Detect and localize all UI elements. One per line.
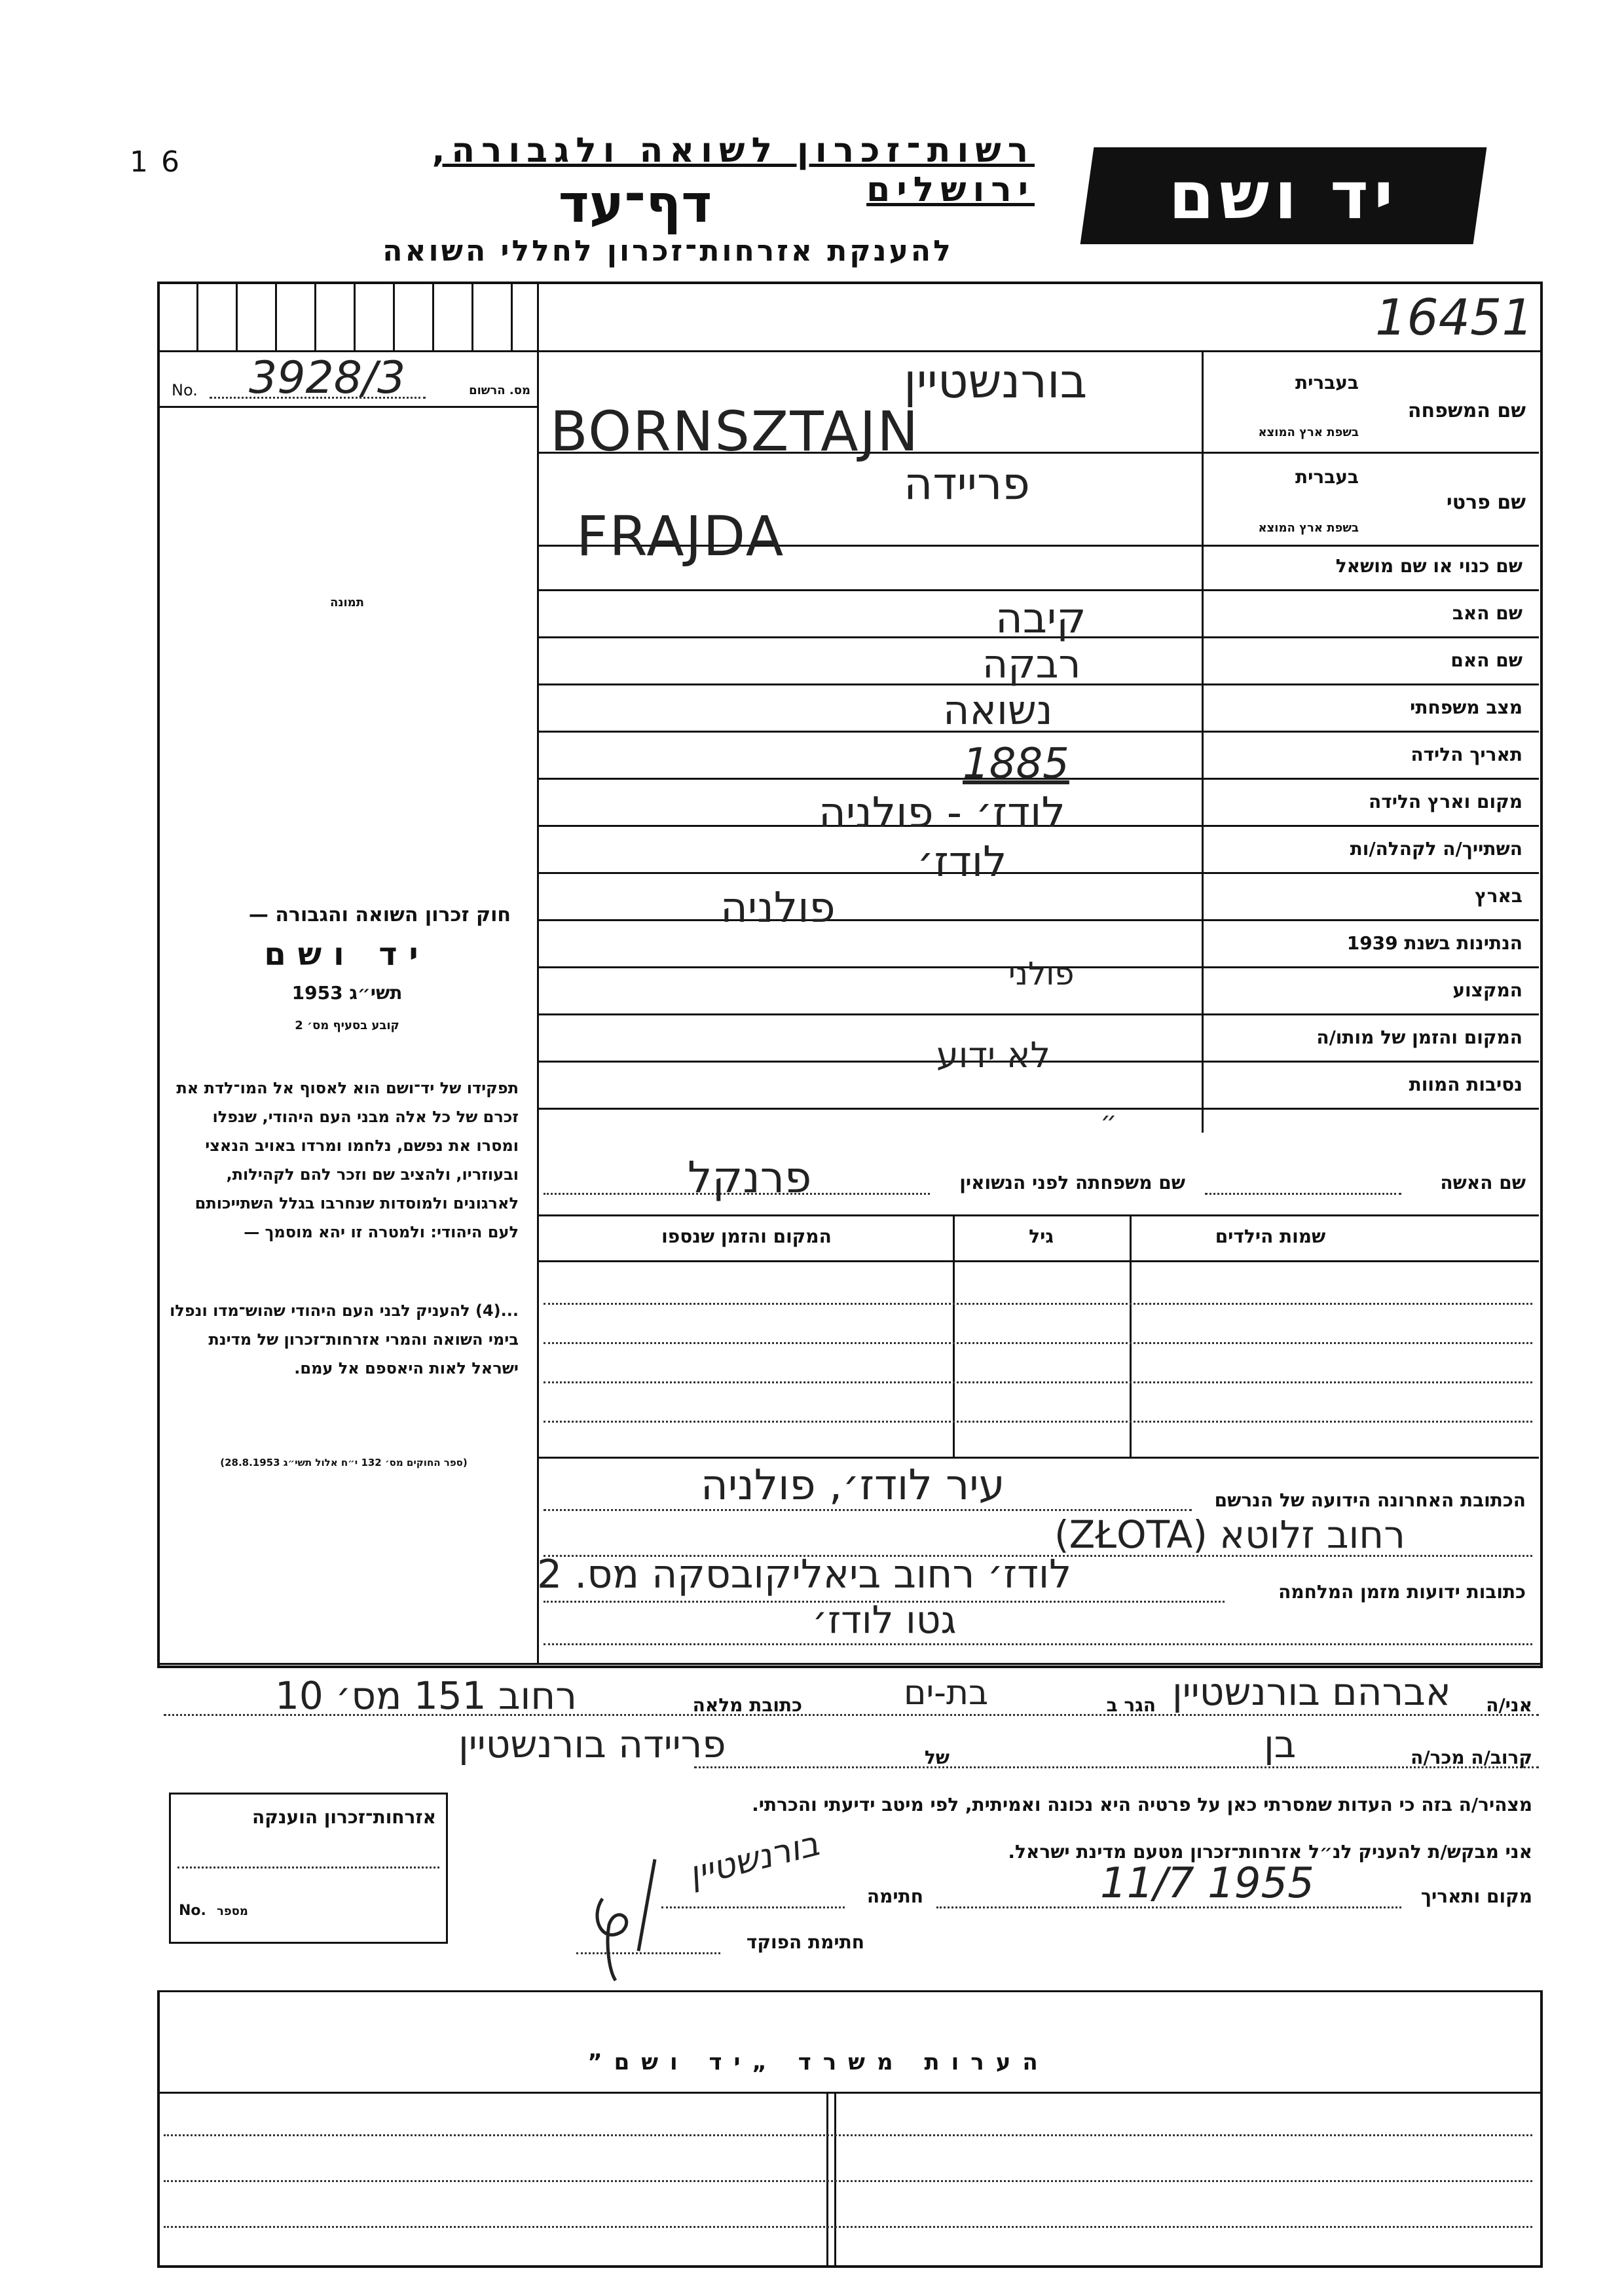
of-label: של <box>924 1747 950 1768</box>
mother-value: רבקה <box>982 642 1081 687</box>
law-citation: (ספר החוקים מס׳ 132 י״ח אלול תשי״ג 28.8.1953) <box>220 1457 468 1468</box>
birth-date-value: 1885 <box>963 740 1069 788</box>
photo-label: תמונה <box>329 596 365 610</box>
page-number: 16 <box>130 145 193 179</box>
marital-label: מצב משפחתי <box>1410 697 1522 718</box>
last-address-line2: רחוב זלוטא (ZŁOTA) <box>1054 1512 1405 1557</box>
wartime-address-line2: גטו לודז׳ <box>812 1597 957 1642</box>
citizenship-number-label: מספר <box>217 1904 248 1918</box>
maiden-name-label: שם משפחתה לפני הנשואין <box>959 1172 1185 1194</box>
father-value: קיבה <box>995 594 1086 643</box>
no-label: No. <box>172 381 198 399</box>
relation-label: קרוב/ה מכר/ה <box>1411 1747 1532 1768</box>
declarant-i-label: אני/ה <box>1486 1694 1532 1716</box>
death-circumstances-label: נסיבות המוות <box>1409 1074 1522 1095</box>
last-address-line1: עיר לודז׳, פולניה <box>701 1461 1005 1510</box>
citizenship-box-title: אזרחות־זכרון הוענקה <box>252 1806 436 1828</box>
children-names-header: שמות הילדים <box>1215 1226 1326 1247</box>
law-name: יד ושם <box>264 936 430 973</box>
declarant-city: בת-ים <box>904 1673 989 1713</box>
in-hebrew-label-2: בעברית <box>1295 466 1359 488</box>
form-subtitle: להענקת אזרחות־זכרון לחללי השואה <box>382 234 953 268</box>
marital-value: נשואה <box>943 686 1053 734</box>
death-place-label: המקום והזמן של מותו/ה <box>1316 1027 1522 1048</box>
in-origin-label-1: בשפת ארץ המוצא <box>1258 426 1359 439</box>
law-body: תפקידו של יד־ושם הוא לאסוף אל המו־לדת את זכרם של כל אלה מבני העם היהודי, שנפלו ומסרו את נפשם, נלחמו ומרדו באויב הנאצי ובעוזריו, ולהציב שם וזכר להם לקהילות, לארגונים ולמוסדות שנחרבו בגלל השתייכותם לעם היהודי: ולמטרה זו יהא מוסמך — <box>176 1079 519 1241</box>
community-label: השתייך/ה לקהלה/ות <box>1350 838 1522 860</box>
death-place-value: לא ידוע <box>936 1034 1051 1076</box>
declaration-text: מצהיר/ה בזה כי העדות שמסרתי כאן על פרטיה היא נכונה ואמיתית, לפי מיטב ידיעתי והכרתי. <box>752 1794 1532 1815</box>
maiden-name-value: פרנקל <box>688 1152 812 1203</box>
last-address-label: הכתובת האחרונה הידועה של הנרשם <box>1214 1489 1526 1511</box>
father-label: שם האב <box>1452 602 1522 624</box>
remarks-title: הערות משרד „יד ושם” <box>587 2049 1050 2075</box>
request-text: אני מבקש/ת להעניק לנ״ל אזרחות־זכרון מטעם מדינת ישראל. <box>1008 1841 1532 1863</box>
first-name-hebrew: פריידה <box>904 458 1030 510</box>
citizenship-no-label: No. <box>179 1903 206 1919</box>
place-date-value: 11/7 1955 <box>1100 1859 1314 1908</box>
sheet-number: 16451 <box>1375 288 1534 346</box>
country-value: פולניה <box>720 884 836 932</box>
relation-value: בן <box>1264 1722 1297 1766</box>
registration-label: מס. הרשום <box>469 384 530 397</box>
place-date-label: מקום ותאריך <box>1420 1886 1532 1907</box>
wartime-address-label: כתובות ידועות מזמן המלחמה <box>1278 1581 1526 1603</box>
wife-label: שם האשה <box>1440 1172 1526 1194</box>
resident-label: הגר ב <box>1106 1694 1156 1716</box>
mother-label: שם האם <box>1450 649 1522 671</box>
first-name-label: שם פרטי <box>1446 491 1526 514</box>
yad-vashem-logo <box>1080 147 1487 244</box>
birth-place-value: לודז׳ - פולניה <box>819 789 1065 837</box>
declarant-address: רחוב 151 מס׳ 10 <box>275 1673 577 1718</box>
citizenship-label: הנתינות בשנת 1939 <box>1346 932 1522 954</box>
birth-place-label: מקום וארץ הלידה <box>1369 791 1522 812</box>
law-section: קובע בסעיף מס׳ 2 <box>295 1019 399 1032</box>
declarant-name: אברהם בורנשטיין <box>1172 1669 1451 1714</box>
children-place-header: המקום והזמן שנספו <box>661 1226 832 1247</box>
citizenship-box <box>169 1793 448 1944</box>
signature-label: חתימה <box>866 1886 923 1907</box>
officer-signature-mark <box>576 1853 707 1984</box>
birth-date-label: תאריך הלידה <box>1411 744 1522 765</box>
community-value: לודז׳ <box>917 838 1007 886</box>
registration-number: 3928/3 <box>249 352 406 404</box>
law-year: תשי״ג 1953 <box>291 982 403 1004</box>
profession-label: המקצוע <box>1452 979 1522 1001</box>
in-hebrew-label-1: בעברית <box>1295 372 1359 393</box>
family-name-label: שם המשפחה <box>1407 399 1526 422</box>
full-address-label: כתובת מלאה <box>692 1694 802 1716</box>
officer-signature-label: חתימת הפוקד <box>746 1931 864 1953</box>
in-origin-label-2: בשפת ארץ המוצא <box>1258 521 1359 535</box>
country-label: בארץ <box>1475 885 1522 907</box>
law-title: חוק זכרון השואה והגבורה — <box>248 903 511 926</box>
wartime-address-line1: לודז׳ רחוב ביאליקובסקה מס. 2 <box>537 1552 1072 1597</box>
of-value: פריידה בורנשטיין <box>458 1722 726 1766</box>
logo-text: יד ושם <box>1168 157 1399 234</box>
death-circumstances-value: ״ <box>1100 1106 1117 1137</box>
children-age-header: גיל <box>1029 1226 1054 1247</box>
law-clause: ...(4) להעניק לבני העם היהודי שהוש־מדו ונפלו בימי השואה והמרי אזרחות־זכרון של מדינת ישראל לאות היאספם אל עמם. <box>170 1302 519 1377</box>
org-line: רשות־זכרון לשואה ולגבורה, ירושלים <box>432 131 1035 210</box>
form-title: דף־עד <box>558 173 712 234</box>
citizenship-value: פולני <box>1008 956 1075 993</box>
first-name-origin: FRAJDA <box>576 504 785 568</box>
signature-value: בורנשטיין <box>684 1824 823 1895</box>
nickname-label: שם כנוי או שם מושאל <box>1335 555 1522 577</box>
family-name-hebrew: בורנשטיין <box>904 354 1088 409</box>
family-name-origin: BORNSZTAJN <box>550 399 920 464</box>
